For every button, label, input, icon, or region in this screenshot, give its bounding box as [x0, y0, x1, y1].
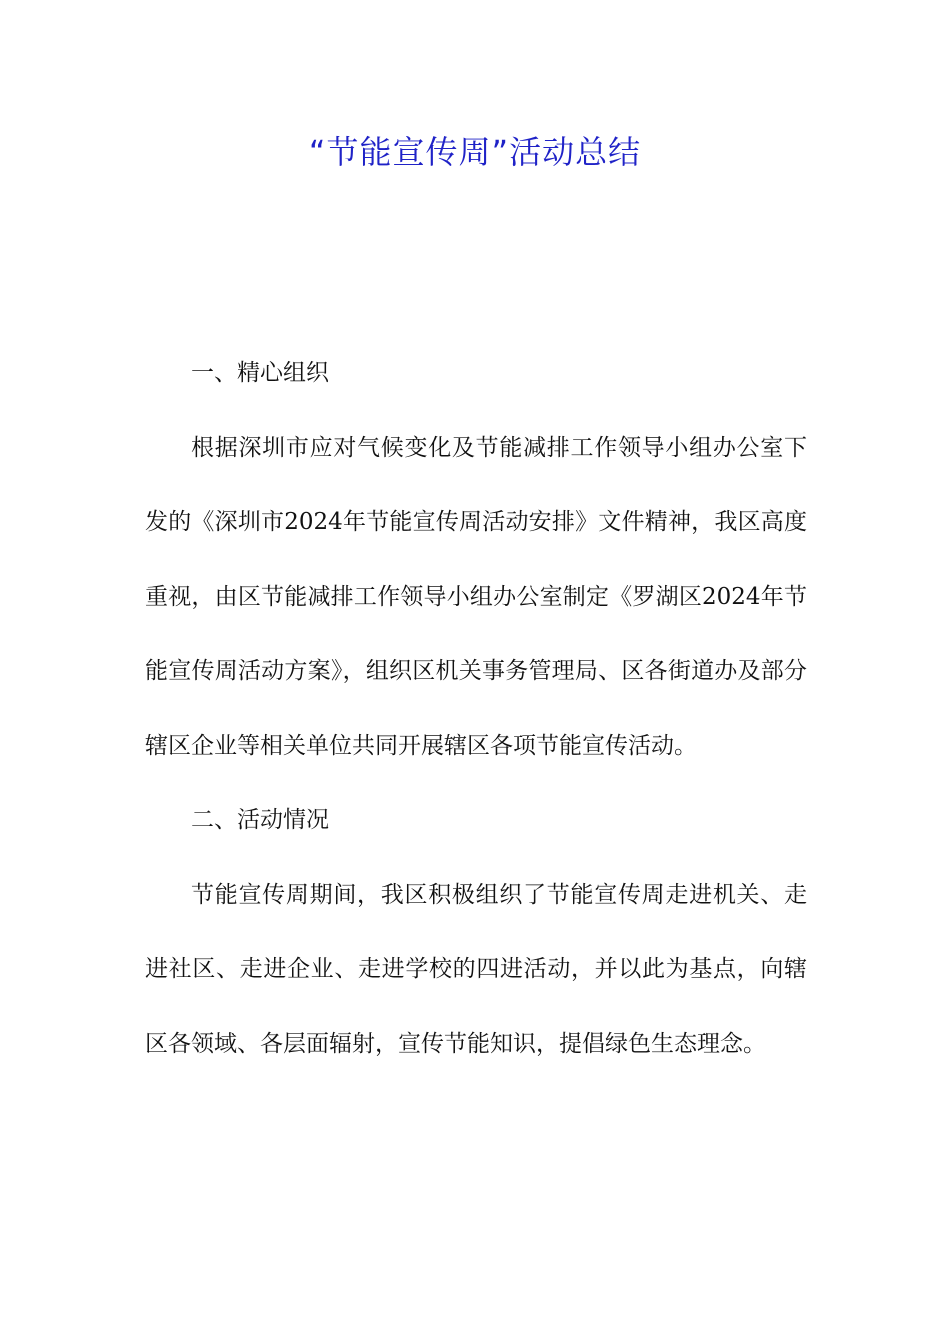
document-title: “节能宣传周”活动总结	[308, 133, 642, 171]
section-paragraph-2: 节能宣传周期间，我区积极组织了节能宣传周走进机关、走进社区、走进企业、走进学校的四进活动，并以此为基点，向辖区各领域、各层面辐射，宣传节能知识，提倡绿色生态理念。	[145, 881, 807, 1057]
document-body	[145, 336, 807, 1081]
section-paragraph-1: 根据深圳市应对气候变化及节能减排工作领导小组办公室下发的《深圳市2024年节能宣传周活动安排》文件精神，我区高度重视，由区节能减排工作领导小组办公室制定《罗湖区2024年节能宣传周活动方案》，组织区机关事务管理局、区各街道办及部分辖区企业等相关单位共同开展辖区各项节能宣传活动。	[145, 434, 807, 759]
section-heading-2: 二、活动情况	[191, 807, 329, 833]
section-heading-1: 一、精心组织	[191, 360, 329, 386]
